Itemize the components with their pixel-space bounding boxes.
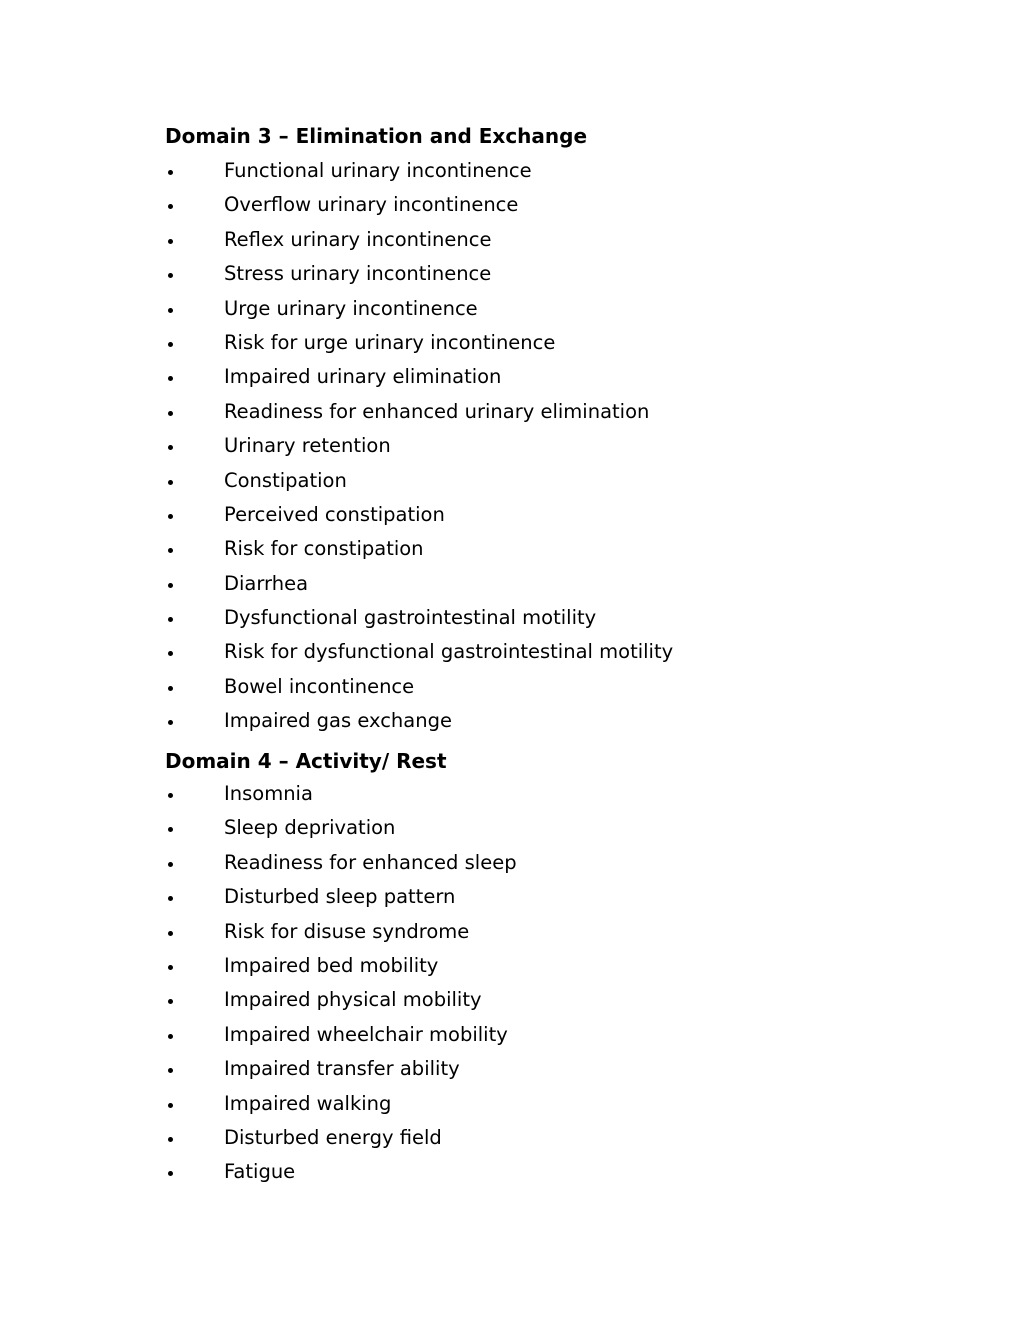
list-item-text: Fatigue — [224, 1160, 296, 1184]
bullet-icon — [168, 170, 173, 175]
list-item — [165, 880, 865, 914]
bullet-icon — [168, 793, 173, 798]
section-domain-3 — [165, 122, 865, 739]
list-item-text: Bowel incontinence — [224, 674, 415, 698]
section-heading: Domain 3 – Elimination and Exchange — [165, 124, 588, 148]
bullet-icon — [168, 896, 173, 901]
list-item-text: Risk for disuse syndrome — [224, 919, 470, 943]
list-item — [165, 915, 865, 949]
list-item — [165, 429, 865, 463]
list-item-text: Impaired gas exchange — [224, 709, 452, 733]
list-item — [165, 1087, 865, 1121]
list-item-text: Impaired wheelchair mobility — [224, 1022, 508, 1046]
list-item-text: Stress urinary incontinence — [224, 262, 492, 286]
list-item — [165, 1052, 865, 1086]
bullet-icon — [168, 999, 173, 1004]
list-item-text: Reflex urinary incontinence — [224, 227, 492, 251]
bullet-icon — [168, 583, 173, 588]
bullet-list — [165, 154, 865, 739]
list-item-text: Functional urinary incontinence — [224, 159, 532, 182]
list-item-text: Dysfunctional gastrointestinal motility — [224, 606, 597, 630]
bullet-icon — [168, 686, 173, 691]
list-item — [165, 811, 865, 845]
list-item — [165, 188, 865, 222]
bullet-icon — [168, 239, 173, 244]
list-item — [165, 846, 865, 880]
list-item-text: Impaired walking — [224, 1091, 392, 1115]
list-item — [165, 704, 865, 738]
list-item-text: Impaired bed mobility — [224, 953, 439, 977]
list-item — [165, 292, 865, 326]
list-item-text: Overflow urinary incontinence — [224, 193, 519, 217]
list-item-text: Diarrhea — [224, 571, 309, 595]
list-item — [165, 1121, 865, 1155]
list-item-text: Insomnia — [224, 782, 313, 805]
bullet-icon — [168, 827, 173, 832]
list-item-text: Impaired physical mobility — [224, 988, 482, 1012]
list-item-text: Urinary retention — [224, 434, 391, 458]
list-item-text: Risk for constipation — [224, 537, 424, 561]
list-item — [165, 983, 865, 1017]
list-item-text: Risk for urge urinary incontinence — [224, 330, 556, 354]
list-item-text: Constipation — [224, 468, 347, 492]
list-item — [165, 1155, 865, 1189]
bullet-icon — [168, 480, 173, 485]
list-item-text: Urge urinary incontinence — [224, 296, 478, 320]
bullet-icon — [168, 1171, 173, 1176]
bullet-icon — [168, 445, 173, 450]
bullet-icon — [168, 1103, 173, 1108]
list-item — [165, 1018, 865, 1052]
list-item — [165, 498, 865, 532]
list-item — [165, 949, 865, 983]
list-item-text: Disturbed sleep pattern — [224, 885, 456, 909]
list-item-text: Readiness for enhanced sleep — [224, 850, 517, 874]
bullet-icon — [168, 617, 173, 622]
bullet-icon — [168, 651, 173, 656]
bullet-icon — [168, 548, 173, 553]
bullet-icon — [168, 411, 173, 416]
list-item — [165, 223, 865, 257]
list-item — [165, 670, 865, 704]
list-item — [165, 464, 865, 498]
section-heading: Domain 4 – Activity/ Rest — [165, 749, 447, 773]
bullet-icon — [168, 965, 173, 970]
list-item-text: Perceived constipation — [224, 502, 445, 526]
list-item-text: Disturbed energy field — [224, 1125, 442, 1149]
list-item — [165, 567, 865, 601]
list-item — [165, 395, 865, 429]
list-item — [165, 326, 865, 360]
section-domain-4 — [165, 747, 865, 1190]
bullet-icon — [168, 376, 173, 381]
list-item-text: Readiness for enhanced urinary elimination — [224, 399, 650, 423]
bullet-icon — [168, 514, 173, 519]
list-item-text: Impaired transfer ability — [224, 1057, 460, 1081]
bullet-icon — [168, 308, 173, 313]
list-item — [165, 532, 865, 566]
list-item — [165, 257, 865, 291]
bullet-icon — [168, 862, 173, 867]
bullet-icon — [168, 204, 173, 209]
list-item-text: Sleep deprivation — [224, 816, 396, 840]
list-item — [165, 635, 865, 669]
bullet-icon — [168, 342, 173, 347]
bullet-icon — [168, 720, 173, 725]
list-item-text: Risk for dysfunctional gastrointestinal motility — [224, 640, 674, 664]
list-item — [165, 360, 865, 394]
list-item-text: Impaired urinary elimination — [224, 365, 502, 389]
list-item — [165, 154, 865, 188]
list-item — [165, 601, 865, 635]
bullet-icon — [168, 931, 173, 936]
bullet-list — [165, 777, 865, 1190]
bullet-icon — [168, 1034, 173, 1039]
bullet-icon — [168, 1137, 173, 1142]
list-item — [165, 777, 865, 811]
bullet-icon — [168, 1068, 173, 1073]
bullet-icon — [168, 273, 173, 278]
